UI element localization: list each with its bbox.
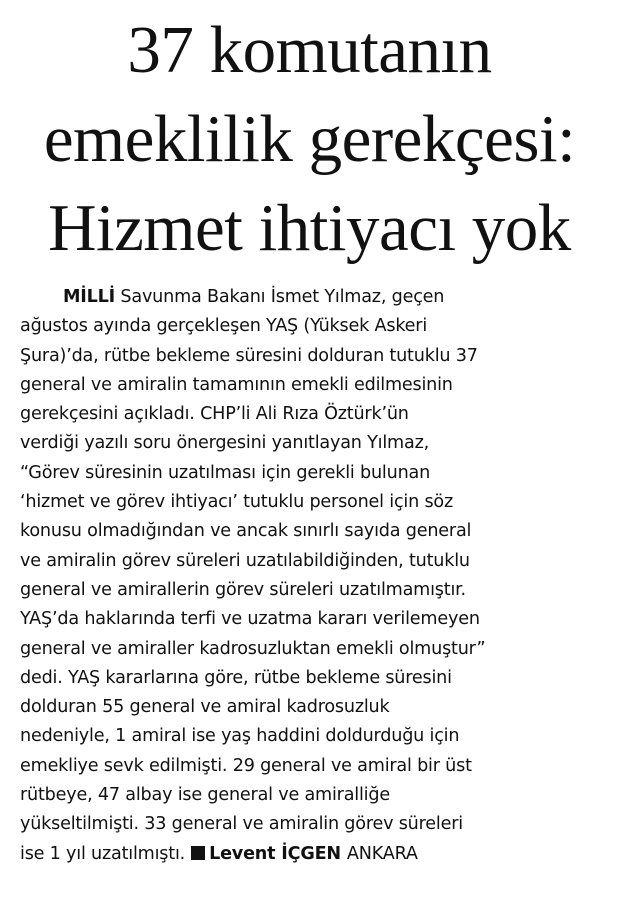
article-line: general ve amirallerin görev süreleri uzatılmamıştır. bbox=[20, 579, 466, 600]
headline bbox=[0, 6, 619, 273]
headline-line-2: emeklilik gerekçesi: bbox=[43, 102, 576, 176]
article-line: Şura)’da, rütbe bekleme süresini dolduran tutuklu 37 bbox=[20, 345, 478, 366]
article-line: ve amiralin görev süreleri uzatılabildiğinden, tutuklu bbox=[20, 550, 470, 571]
article-line: gerekçesini açıkladı. CHP’li Ali Rıza Öztürk’ün bbox=[20, 404, 409, 425]
article-line: ‘hizmet ve görev ihtiyacı’ tutuklu personel için söz bbox=[20, 492, 454, 513]
article-line: emekliye sevk edilmişti. 29 general ve amiral bir üst bbox=[20, 755, 472, 776]
lead-word: MİLLİ bbox=[63, 287, 116, 307]
last-line-text: ise 1 yıl uzatılmıştı. bbox=[20, 843, 186, 864]
article-body bbox=[20, 283, 612, 869]
article-line: ağustos ayında gerçekleşen YAŞ (Yüksek Askeri bbox=[20, 316, 428, 337]
article-line: YAŞ’da haklarında terfi ve uzatma kararı verilemeyen bbox=[20, 609, 480, 630]
article-line: dedi. YAŞ kararlarına göre, rütbe bekleme süresini bbox=[20, 667, 452, 688]
article-line: yükseltilmişti. 33 general ve amiralin görev süreleri bbox=[20, 814, 463, 835]
article-line: nedeniyle, 1 amiral ise yaş haddini doldurduğu için bbox=[20, 726, 460, 747]
article-line bbox=[20, 283, 612, 312]
headline-line-3: Hizmet ihtiyacı yok bbox=[48, 191, 571, 265]
article-line: general ve amiralin tamamının emekli edilmesinin bbox=[20, 374, 453, 395]
headline-line-1: 37 komutanın bbox=[127, 13, 492, 87]
article-last-line bbox=[20, 840, 612, 869]
article-line: verdiği yazılı soru önergesini yanıtlayan Yılmaz, bbox=[20, 433, 430, 454]
article-line: konusu olmadığından ve ancak sınırlı sayıda general bbox=[20, 521, 472, 542]
article-line: dolduran 55 general ve amiral kadrosuzluk bbox=[20, 697, 390, 718]
article-line: rütbeye, 47 albay ise general ve amiralliğe bbox=[20, 785, 390, 806]
byline-square-icon bbox=[191, 846, 205, 860]
article-line: “Görev süresinin uzatılması için gerekli bulunan bbox=[20, 462, 431, 483]
byline-location: ANKARA bbox=[346, 843, 418, 864]
byline-author: Levent İÇGEN bbox=[209, 843, 341, 864]
article-line: general ve amiraller kadrosuzluktan emekli olmuştur” bbox=[20, 638, 486, 659]
first-line-text: Savunma Bakanı İsmet Yılmaz, geçen bbox=[115, 287, 445, 307]
